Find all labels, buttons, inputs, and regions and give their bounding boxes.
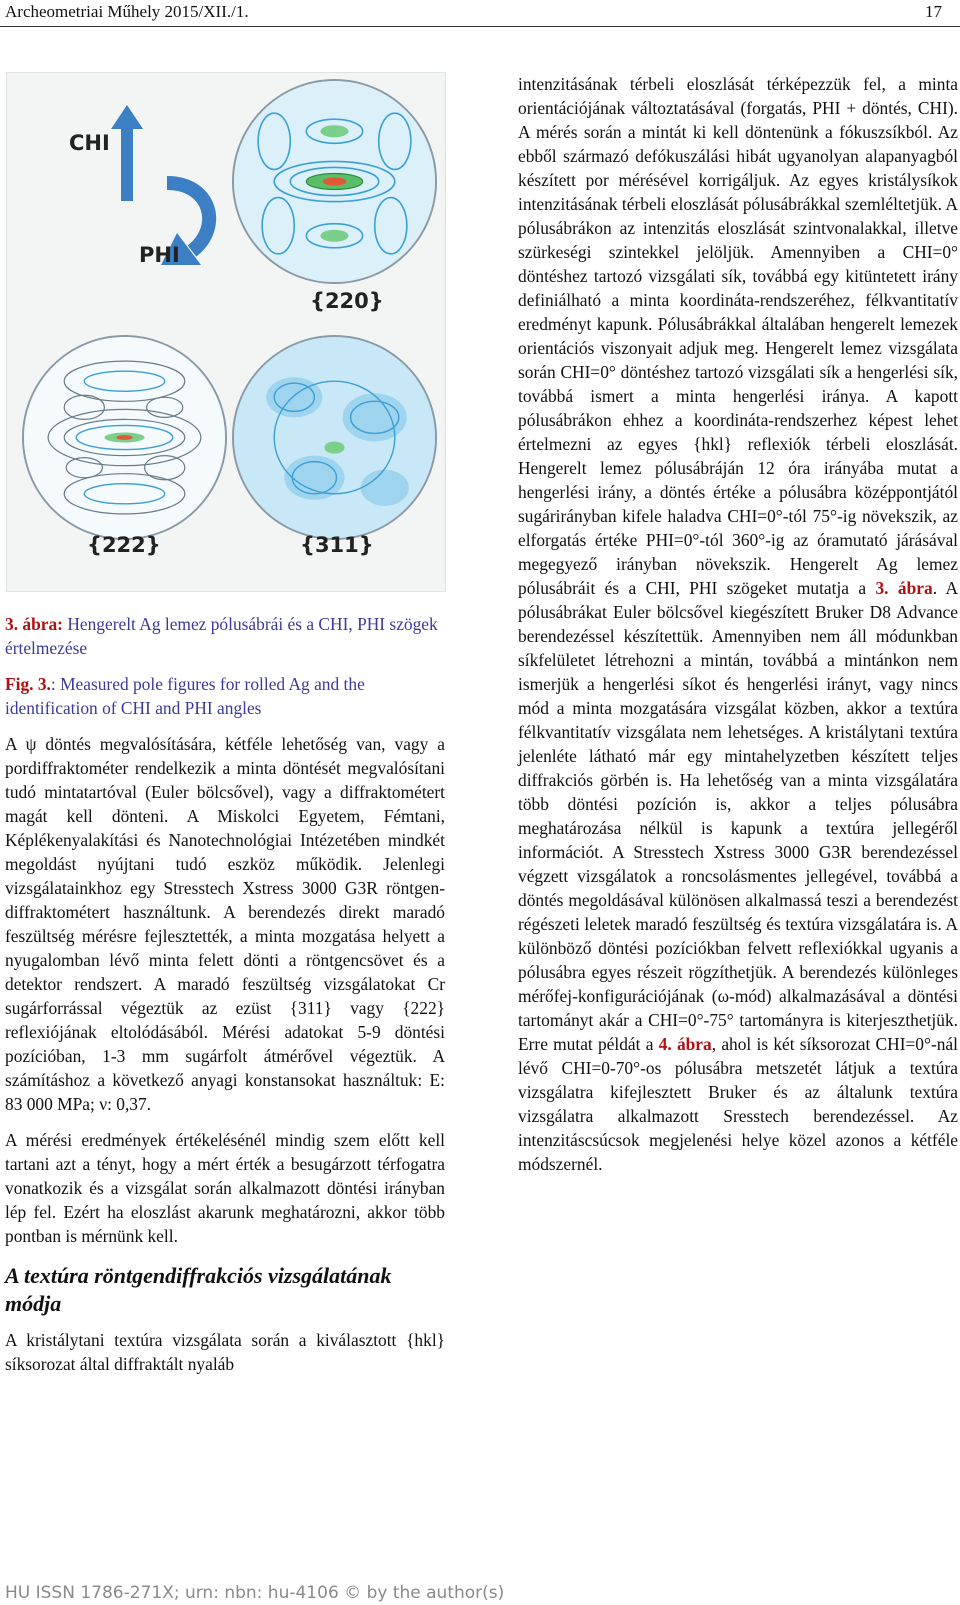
figure-caption-hungarian: 3. ábra: Hengerelt Ag lemez pólusábrái és a CHI, PHI szögek értelmezése <box>5 614 438 658</box>
journal-header: Archeometriai Műhely 2015/XII./1. <box>5 2 249 21</box>
pole-figure-222 <box>22 335 227 540</box>
figure-ref-3: 3. ábra <box>875 578 933 598</box>
phi-label: PHI <box>139 243 180 267</box>
right-column <box>518 72 958 1176</box>
header-rule <box>0 26 960 27</box>
page-number: 17 <box>925 2 942 21</box>
pole-figure-panel <box>6 72 446 592</box>
label-311: {311} <box>300 533 374 557</box>
figure-ref-4: 4. ábra <box>658 1034 712 1054</box>
chi-arrow-icon <box>107 103 147 203</box>
pole-figure-311 <box>232 335 437 540</box>
pole-figure-220 <box>232 79 437 284</box>
paragraph-texture-method: intenzitásának térbeli eloszlását térképezzük fel, a minta orientációjának változtatásával (forgatás, PHI + döntés, CHI). A mérés során a mintát ki kell döntenünk a fókuszsíkból. Az ebből származó defókuszálási hibát ugyanolyan alapanyagból készített por mérésével korrigáljuk. Az egyes kristálysíkok intenzitásának térbeli eloszlását pólusábrákkal szemléltetjük. A pólusábrákon az intenzitás eloszlását szintvonalakkal, illetve szürkeségi szintekkel jelöljük. Amennyiben a CHI=0° döntéshez tartozó vizsgálati sík, továbbá egy kitüntetett irány definiálható a minta koordináta-rendszeréhez, félkvantitatív eredményt kapunk. Pólusábrákkal általában hengerelt lemezek orientációs viszonyait adjuk meg. Hengerelt lemez vizsgálata során CHI=0° döntéshez tartozó vizsgálati sík a hengerlési sík, továbbá ismert a minta hengerlési iránya. A kapott pólusábrákon ehhez a koordináta-rendszerhez képest lehet értelmezni az egyes {hkl} reflexiók térbeli eloszlását. Hengerelt lemez pólusábráján 12 óra irányába mutat a hengerlési irány, a döntés értéke a pólusábra középpontjától sugárirányban kifele haladva CHI=0°-tól 75°-ig növekszik, az elforgatás értéke PHI=0°-tól 360°-ig az óramutató járásával megegyező irányban növekszik. Hengerelt Ag lemez pólusábráit és a CHI, PHI szögeket mutatja a 3. ábra. A pólusábrákat Euler bölcsővel kiegészített Bruker D8 Advance berendezéssel készítettük. Amennyiben nem áll módunkban síkfelületet létrehozni a mintán, továbbá a mintánkon nem ismerjük a hengerlési síkot és hengerlési irányt, vagy nincs mód a minta mozgatására vizsgálat közben, akkor a textúra félkvantitatív vizsgálata nem lehetséges. A kristálytani textúra jelenléte látható már egy mintahelyzetben készített teljes diffrakciós görbén is. Ha lehetőség van a minta vizsgálatára több döntési pozíción is, akkor a teljes pólusábra meghatározása nélkül is kapunk a textúra jellegéről információt. A Stresstech Xstress 3000 G3R berendezéssel végzett vizsgálatok a roncsolásmentes jellegével, továbbá a döntés megoldásával különösen alkalmassá teszi a berendezést régészeti leletek maradó feszültség és textúra vizsgálatára is. A különböző döntési pozíciókban felvett reflexiókkal ugyanis a pólusábra egyes részeit rögzíthetjük. A berendezés különleges mérőfej-konfigurációjának (ω-mód) alkalmazásával a döntési tartományt akár a CHI=0°-75° tartományra is kiterjeszthetjük. Erre mutat példát a 4. ábra, ahol is két síksorozat CHI=0°-nál lévő CHI=0-70°-os pólusábra metszetét látjuk a textúra vizsgálatra kifejlesztett Bruker és az általunk textúra vizsgálatra alkalmazott Sresstech berendezéssel. Az intenzitáscsúcsok megjelenési helye közel azonos a kétféle módszernél. <box>518 74 959 1174</box>
paragraph-psi-tilt: A ψ döntés megvalósítására, kétféle lehetőség van, vagy a pordiffraktométer rendelkezik a minta döntését megvalósítani tudó mintatartóval (Euler bölcsővel), vagy a diffraktométert magát kell dönteni. A Miskolci Egyetem, Fémtani, Képlékenyalakítási és Nanotechnológiai Intézetében mindkét megoldást nyújtani tudó eszköz működik. Jelenlegi vizsgálatainkhoz egy Stresstech Xstress 3000 G3R röntgen-diffraktométert használtunk. A berendezés direkt maradó feszültség mérésre fejlesztették, a minta mozgatása helyett a nyugalomban lévő minta felett dönti a röntgencsövet és a detektor rendszert. A maradó feszültség vizsgálatokat Cr sugárforrással végeztük az ezüst {311} vagy {222} reflexiójának eltolódásából. Mérési adatokat 5-9 döntési pozícióban, 1-3 mm sugárfolt átmérővel végeztük. A számításhoz a következő anyagi konstansokat használtuk: E: 83 000 MPa; ν: 0,37. <box>5 734 445 1114</box>
figure-caption-english: Fig. 3.: Measured pole figures for rolled Ag and the identification of CHI and PHI angles <box>5 674 365 718</box>
footer-issn: HU ISSN 1786-271X; urn: nbn: hu-4106 © by the author(s) <box>5 1583 505 1603</box>
left-column <box>5 72 445 1376</box>
label-220: {220} <box>310 289 384 313</box>
paragraph-measurement-evaluation: A mérési eredmények értékelésénél mindig szem előtt kell tartani azt a tényt, hogy a mért érték a besugárzott térfogatra vonatkozik és a vizsgálat során alkalmazott döntési irányban lép fel. Ezért ha eloszlást akarunk meghatározni, akkor több pontban is mérnünk kell. <box>5 1130 445 1246</box>
chi-label: CHI <box>69 131 110 155</box>
label-222: {222} <box>87 533 161 557</box>
section-heading: A textúra röntgendiffrakciós vizsgálatának módja <box>5 1263 392 1316</box>
paragraph-texture-intro: A kristálytani textúra vizsgálata során a kiválasztott {hkl} síksorozat által diffraktált nyaláb <box>5 1330 445 1374</box>
